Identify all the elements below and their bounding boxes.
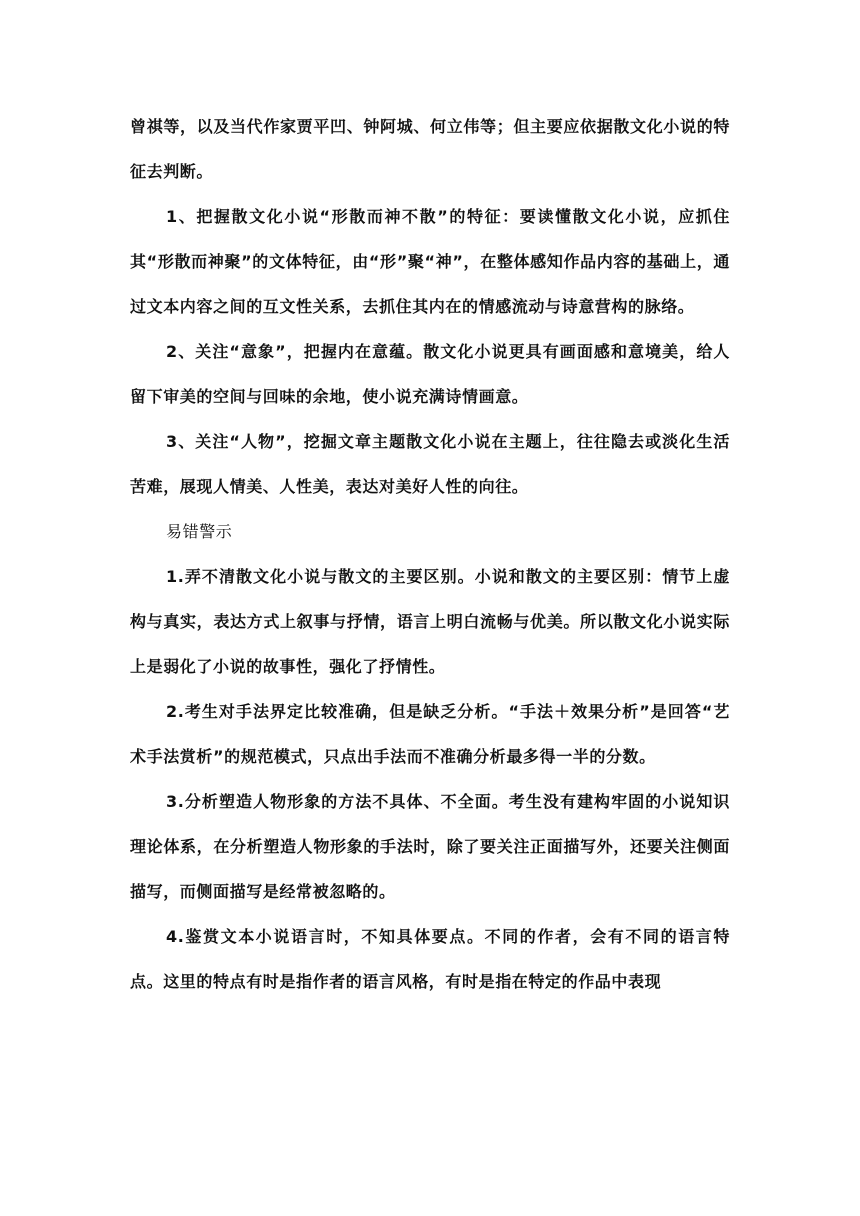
paragraph-warning-2: 2.考生对手法界定比较准确，但是缺乏分析。“手法＋效果分析”是回答“艺术手法赏析”的规范模式，只点出手法而不准确分析最多得一半的分数。 xyxy=(130,702,730,766)
paragraph-continuation: 曾祺等，以及当代作家贾平凹、钟阿城、何立伟等；但主要应依据散文化小说的特征去判断。 xyxy=(130,117,730,181)
paragraph-point-3: 3、关注“人物”，挖掘文章主题散文化小说在主题上，往往隐去或淡化生活苦难，展现人情美、人性美，表达对美好人性的向往。 xyxy=(130,432,730,496)
paragraph-warning-1: 1.弄不清散文化小说与散文的主要区别。小说和散文的主要区别：情节上虚构与真实，表达方式上叙事与抒情，语言上明白流畅与优美。所以散文化小说实际上是弱化了小说的故事性，强化了抒情性。 xyxy=(130,567,730,676)
paragraph-warning-4: 4.鉴赏文本小说语言时，不知具体要点。不同的作者，会有不同的语言特点。这里的特点有时是指作者的语言风格，有时是指在特定的作品中表现 xyxy=(130,927,730,991)
paragraph-point-2: 2、关注“意象”，把握内在意蕴。散文化小说更具有画面感和意境美，给人留下审美的空间与回味的余地，使小说充满诗情画意。 xyxy=(130,342,730,406)
paragraph-warning-3: 3.分析塑造人物形象的方法不具体、不全面。考生没有建构牢固的小说知识理论体系，在分析塑造人物形象的手法时，除了要关注正面描写外，还要关注侧面描写，而侧面描写是经常被忽略的。 xyxy=(130,792,730,901)
section-heading-error-warning: 易错警示 xyxy=(166,522,233,541)
paragraph-point-1: 1、把握散文化小说“形散而神不散”的特征：要读懂散文化小说，应抓住其“形散而神聚”的文体特征，由“形”聚“神”，在整体感知作品内容的基础上，通过文本内容之间的互文性关系，去抓住其内在的情感流动与诗意营构的脉络。 xyxy=(130,207,730,316)
document-body xyxy=(130,104,730,1004)
